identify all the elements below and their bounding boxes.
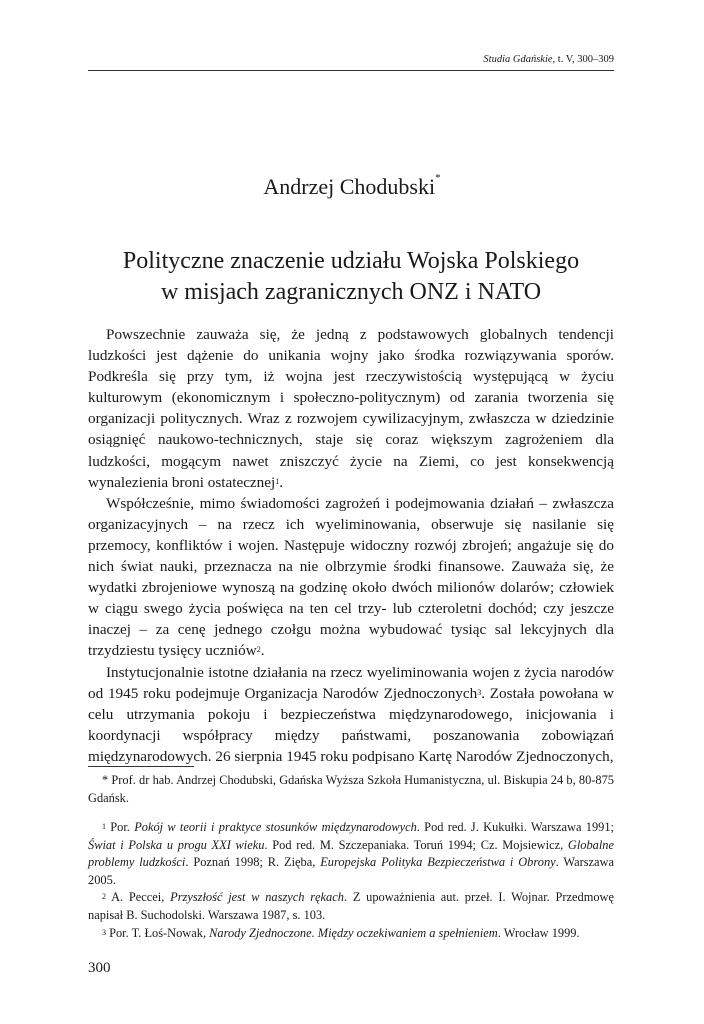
footnote-number: 3 <box>102 927 106 937</box>
paragraph-1 <box>88 324 614 493</box>
footnote-text: . Pod red. M. Szczepaniaka. Toruń 1994; Cz. Mojsiewicz, <box>264 837 568 852</box>
footnote-text: . Z upoważnienia aut. przeł. I. Wojnar. Przedmowę napisał B. Suchodolski. Warszawa 1987, s. 103. <box>88 890 615 922</box>
footnote-text: Por. T. Łoś-Nowak, <box>106 925 210 940</box>
paragraph-3 <box>88 662 614 767</box>
footnote-text: . Warszawa 2005. <box>88 855 614 887</box>
cited-title: Narody Zjednoczone. Między oczekiwaniem a spełnieniem <box>209 925 498 940</box>
header-rule <box>88 70 614 71</box>
cited-title: Pokój w teorii i praktyce stosunków międzynarodowych <box>134 820 417 834</box>
cited-title: Przyszłość jest w naszych rękach <box>170 890 344 905</box>
author-name: Andrzej Chodubski <box>263 174 436 199</box>
article-body <box>88 324 614 767</box>
footnote-2 <box>88 889 614 924</box>
footnote-ref-3[interactable]: 3 <box>477 687 482 697</box>
footnote-ref-1[interactable]: 1 <box>275 476 280 486</box>
footnote-text: . Wrocław 1999. <box>497 925 580 940</box>
author-footnote <box>88 771 614 807</box>
paragraph-end: . <box>260 642 265 660</box>
paragraph-text: Współcześnie, mimo świadomości zagrożeń i podejmowania działań – zwłaszcza organizacyjnych – na rzecz ich wyeliminowania, obserwuje się nasilanie się przemocy, konfliktów i wojen. Następuje widoczny rozwój zbrojeń; angażuje się do nich świat nauki, przeznacza na nie olbrzymie środki finansowe. Zauważa się, że wydatki zbrojeniowe wynoszą na godzinę około dwóch milionów dolarów; człowiek w ciągu swego życia poświęca na ten cel trzy- lub czteroletni dochód; czy jeszcze inaczej – za cenę jednego czołgu można wybudować tysiąc sal lekcyjnych dla trzydziestu tysięcy uczniów <box>88 494 614 660</box>
footnote-number: 1 <box>102 822 106 831</box>
footnote-3 <box>88 925 614 943</box>
footnotes <box>88 819 614 942</box>
running-header <box>88 54 614 65</box>
paragraph-text: Powszechnie zauważa się, że jedną z podstawowych globalnych tendencji ludzkości jest dążenie do unikania wojny jako środka rozwiązywania sporów. Podkreśla się przy tym, iż wojna jest rzeczywistością występującą w życiu kulturowym (ekonomicznym i społeczno-politycznym) od zarania tworzenia się organizacji politycznych. Wraz z rozwojem cywilizacyjnym, zwłaszcza w dziedzinie osiągnięć naukowo-technicznych, staje się coraz większym zagrożeniem dla ludzkości, mogącym nawet zniszczyć życie na Ziemi, co jest konsekwencją wynalezienia broni ostatecznej <box>88 326 614 491</box>
footnote-ref-2[interactable]: 2 <box>256 645 261 655</box>
footnote-number: 2 <box>102 892 106 902</box>
cited-title: Globalne problemy ludzkości <box>88 837 614 870</box>
footnote-text: . Pod red. J. Kukułki. Warszawa 1991; <box>416 820 614 834</box>
cited-title: Europejska Polityka Bezpieczeństwa i Obrony <box>320 855 556 870</box>
author-footnote-mark[interactable]: * <box>435 172 441 184</box>
author-line <box>0 174 704 200</box>
footnote-1 <box>88 819 614 889</box>
paragraph-text: Instytucjonalnie istotne działania na rzecz wyeliminowania wojen z życia narodów od 1945 roku podejmuje Organizacja Narodów Zjednoczonych <box>88 663 614 702</box>
paragraph-end: . <box>279 473 284 491</box>
title-line-1: Polityczne znaczenie udziału Wojska Polskiego <box>122 248 580 274</box>
article-title <box>88 246 614 308</box>
footnote-text: . Poznań 1998; R. Zięba, <box>185 855 321 870</box>
footnote-text: A. Peccei, <box>106 890 171 905</box>
journal-name: Studia Gdańskie <box>483 54 553 65</box>
cited-title: Świat i Polska u progu XXI wieku <box>88 837 265 852</box>
paragraph-2 <box>88 493 614 662</box>
author-footnote-text: * Prof. dr hab. Andrzej Chodubski, Gdańska Wyższa Szkoła Humanistyczna, ul. Biskupia 24 b, 80-875 Gdańsk. <box>88 773 614 805</box>
footnote-text: Por. <box>106 820 135 834</box>
paragraph-end: . Została powołana w celu utrzymania pokoju i bezpieczeństwa międzynarodowego, inicjowania i koordynacji współpracy między państwami, poszanowania zobowiązań międzynarodowych. 26 sierpnia 1945 roku podpisano Kartę Narodów Zjednoczonych, <box>88 684 614 765</box>
footnote-rule <box>88 766 194 767</box>
page-number: 300 <box>88 960 111 976</box>
journal-citation: , t. V, 300–309 <box>552 54 614 65</box>
title-line-2: w misjach zagranicznych ONZ i NATO <box>160 279 542 305</box>
